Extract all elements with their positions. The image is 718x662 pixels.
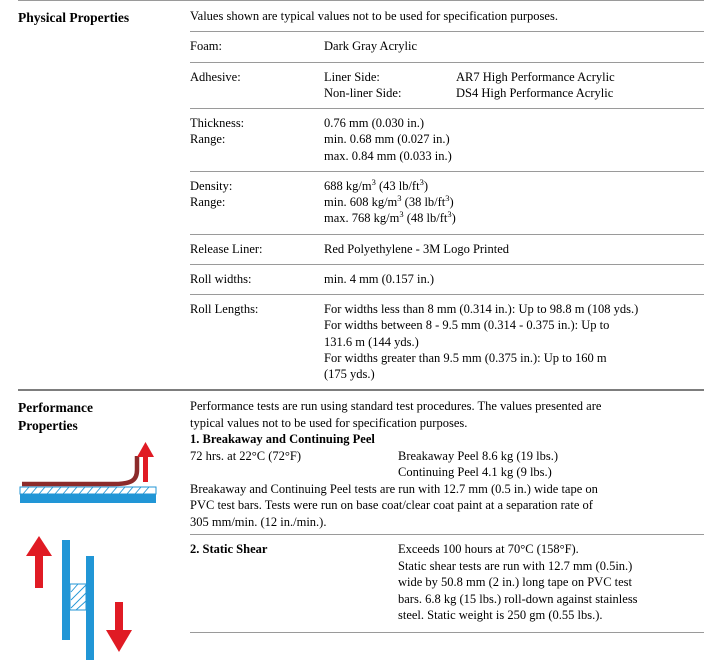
performance-heading-line-2: Properties xyxy=(18,417,78,433)
shear-down-arrow xyxy=(106,602,132,652)
test-1-note-line-2: PVC test bars. Tests were run on base coat/clear coat paint at a separation rate of xyxy=(190,498,593,513)
test-1-values xyxy=(398,448,704,481)
test-1-condition: 72 hrs. at 22°C (72°F) xyxy=(190,448,302,463)
value-line: (175 yds.) xyxy=(324,367,375,381)
table-row-adhesive xyxy=(190,63,704,109)
table-row-thickness xyxy=(190,109,704,171)
test-2-line: Exceeds 100 hours at 70°C (158°F). xyxy=(398,542,579,557)
row-label-line: Range: xyxy=(190,195,226,209)
row-label-line: Range: xyxy=(190,132,226,147)
static-shear-diagram xyxy=(18,532,178,662)
row-value xyxy=(324,38,704,54)
adhesive-nonliner-side xyxy=(324,85,704,101)
superscript-3: 3 xyxy=(447,209,452,220)
value-line: For widths less than 8 mm (0.314 in.): Up to 98.8 m (108 yds.) xyxy=(324,302,639,316)
superscript-3: 3 xyxy=(397,192,402,203)
adhesive-side-value: AR7 High Performance Acrylic xyxy=(456,69,615,84)
table-row-roll-widths xyxy=(190,265,704,294)
adhesive-liner-side xyxy=(324,69,704,85)
performance-properties-content xyxy=(190,391,704,660)
test-2-title: 2. Static Shear xyxy=(190,542,268,557)
shear-up-arrow xyxy=(26,536,52,588)
row-label xyxy=(190,178,324,227)
superscript-3: 3 xyxy=(399,209,404,220)
bottom-divider xyxy=(190,632,704,633)
row-value xyxy=(324,301,704,382)
value-line: 0.76 mm (0.030 in.) xyxy=(324,116,424,130)
density-close: ) xyxy=(451,211,456,226)
row-label: Adhesive: xyxy=(190,69,241,84)
test-2-line: Static shear tests are run with 12.7 mm (0.5in.) xyxy=(398,558,633,573)
density-value: max. 768 kg/m xyxy=(324,211,400,226)
row-label: Foam: xyxy=(190,39,222,54)
physical-properties-section xyxy=(18,1,704,389)
adhesive-side-label: Non-liner Side: xyxy=(324,85,402,100)
density-value: min. 608 kg/m xyxy=(324,195,398,209)
test-1-note-line-1: Breakaway and Continuing Peel tests are run with 12.7 mm (0.5 in.) wide tape on xyxy=(190,481,598,496)
density-imperial: (38 lb/ft xyxy=(401,195,446,209)
table-row-roll-lengths xyxy=(190,295,704,389)
breakaway-peel-value: Breakaway Peel 8.6 kg (19 lbs.) xyxy=(398,448,559,463)
value-line: Dark Gray Acrylic xyxy=(324,39,418,54)
value-line: For widths greater than 9.5 mm (0.375 in.): Up to 160 m xyxy=(324,350,607,365)
superscript-3: 3 xyxy=(371,176,376,187)
row-label: Release Liner: xyxy=(190,241,263,256)
row-label xyxy=(190,115,324,164)
value-line-density-min xyxy=(324,194,704,210)
superscript-3: 3 xyxy=(445,192,450,203)
performance-intro-line-2: typical values not to be used for specification purposes. xyxy=(190,415,468,430)
substrate-bar xyxy=(20,494,156,503)
density-value: 688 kg/m xyxy=(324,178,372,193)
adhesive-side-label: Liner Side: xyxy=(324,69,380,84)
row-label-line: Density: xyxy=(190,178,233,193)
test-1-results xyxy=(190,448,704,481)
density-imperial: (43 lb/ft xyxy=(375,178,420,193)
test-diagrams xyxy=(18,440,190,660)
peel-force-arrow xyxy=(137,442,154,482)
test-1-note-line-3: 305 mm/min. (12 in./min.). xyxy=(190,514,327,529)
shear-bar-right xyxy=(86,556,94,660)
test-2-line: bars. 6.8 kg (15 lbs.) roll-down against stainless xyxy=(398,591,638,606)
test-2-row xyxy=(190,535,704,632)
row-label: Roll Lengths: xyxy=(190,302,259,316)
performance-intro xyxy=(190,391,704,534)
performance-properties-section xyxy=(18,391,704,660)
performance-intro-line-1: Performance tests are run using standard test procedures. The values presented are xyxy=(190,399,602,414)
test-2-line: wide by 50.8 mm (2 in.) long tape on PVC test xyxy=(398,575,633,590)
performance-properties-heading xyxy=(18,391,190,660)
physical-properties-heading xyxy=(18,1,190,389)
value-line: min. 4 mm (0.157 in.) xyxy=(324,271,435,286)
physical-properties-heading-text: Physical Properties xyxy=(18,10,130,25)
table-row-density xyxy=(190,172,704,234)
physical-properties-content xyxy=(190,1,704,389)
row-value xyxy=(324,241,704,257)
row-label: Roll widths: xyxy=(190,271,252,286)
test-1-title: 1. Breakaway and Continuing Peel xyxy=(190,432,375,447)
density-close: ) xyxy=(423,178,428,193)
row-value xyxy=(324,69,704,102)
table-row-release-liner xyxy=(190,235,704,264)
value-line: min. 0.68 mm (0.027 in.) xyxy=(324,132,450,147)
value-line: max. 0.84 mm (0.033 in.) xyxy=(324,148,452,163)
peeling-tape xyxy=(22,456,137,484)
row-value xyxy=(324,115,704,164)
row-label-line: Thickness: xyxy=(190,116,245,130)
test-2-values xyxy=(398,541,704,624)
shear-bar-left xyxy=(62,540,70,640)
continuing-peel-value: Continuing Peel 4.1 kg (9 lbs.) xyxy=(398,465,552,480)
density-imperial: (48 lb/ft xyxy=(403,211,448,226)
value-line: Red Polyethylene - 3M Logo Printed xyxy=(324,241,510,256)
performance-heading-line-1: Performance xyxy=(18,400,93,416)
row-value xyxy=(324,271,704,287)
peel-test-diagram xyxy=(18,440,178,518)
superscript-3: 3 xyxy=(419,176,424,187)
table-row-foam xyxy=(190,32,704,61)
adhesive-side-value: DS4 High Performance Acrylic xyxy=(456,85,614,100)
row-value xyxy=(324,178,704,227)
value-line-density-typical xyxy=(324,178,704,194)
value-line: 131.6 m (144 yds.) xyxy=(324,334,419,349)
density-close: ) xyxy=(449,195,454,209)
value-line: For widths between 8 - 9.5 mm (0.314 - 0.375 in.): Up to xyxy=(324,318,610,333)
test-2-line: steel. Static weight is 250 gm (0.55 lbs.). xyxy=(398,608,603,623)
value-line-density-max xyxy=(324,210,704,226)
physical-intro: Values shown are typical values not to be used for specification purposes. xyxy=(190,9,558,23)
